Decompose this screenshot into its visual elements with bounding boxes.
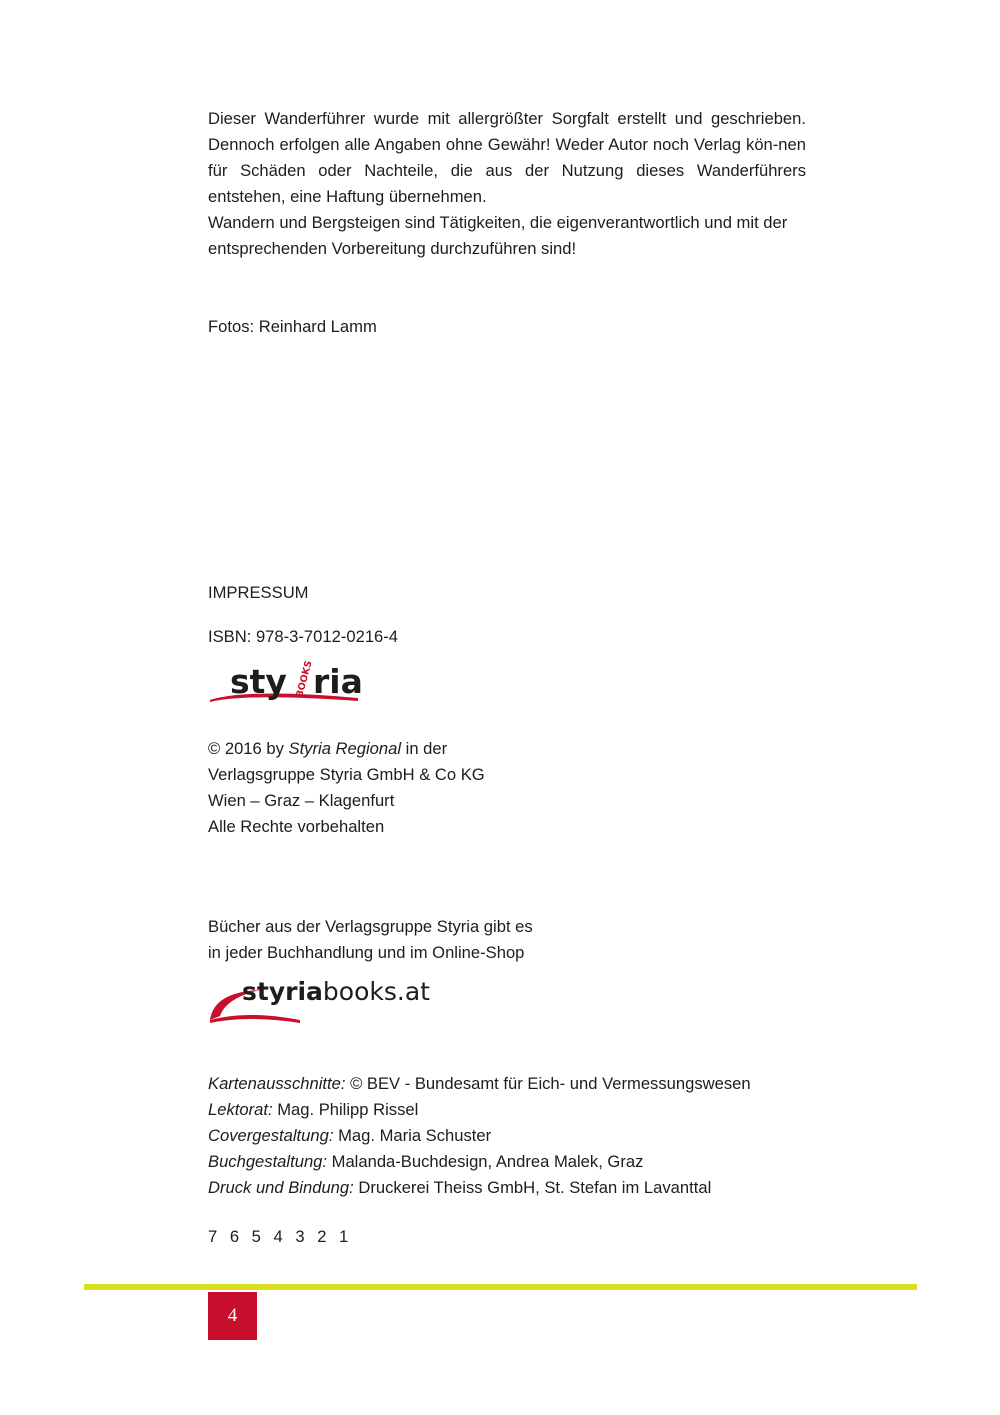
copyright-line-1 [208, 736, 806, 762]
credit-value: Malanda-Buchdesign, Andrea Malek, Graz [327, 1152, 644, 1171]
styria-books-logo [208, 660, 368, 709]
copyright-section [208, 736, 806, 840]
copyright-suffix: in der [401, 739, 448, 758]
styriabooks-at-logo [208, 970, 430, 1031]
print-counter [208, 1224, 806, 1250]
print-counter-text: 7 6 5 4 3 2 1 [208, 1227, 353, 1246]
credit-label: Covergestaltung: [208, 1126, 334, 1145]
styriabooks-at-logo-graphic [208, 970, 430, 1026]
credit-value: Mag. Philipp Rissel [272, 1100, 419, 1119]
impressum-heading: IMPRESSUM [208, 583, 309, 602]
credit-maps [208, 1071, 806, 1097]
shop-line-2: in jeder Buchhandlung und im Online-Shop [208, 943, 525, 962]
shop-section [208, 914, 806, 966]
photo-credit [208, 314, 806, 340]
credit-editing [208, 1097, 806, 1123]
isbn: ISBN: 978-3-7012-0216-4 [208, 627, 399, 646]
impressum-section [208, 580, 806, 650]
page-number: 4 [208, 1292, 257, 1340]
credit-label: Druck und Bindung: [208, 1178, 354, 1197]
footer-rule [84, 1284, 917, 1290]
shop-line-1: Bücher aus der Verlagsgruppe Styria gibt es [208, 917, 533, 936]
copyright-imprint: Styria Regional [288, 739, 402, 758]
logo-text-books: BOOKS [294, 659, 315, 699]
logo-text-ria: ria [313, 662, 363, 701]
credit-cover [208, 1123, 806, 1149]
copyright-prefix: © 2016 by [208, 739, 289, 758]
disclaimer-paragraph-1: Dieser Wanderführer wurde mit allergrößter Sorgfalt erstellt und geschrieben. Dennoch erfolgen alle Angaben ohne Gewähr! Weder Autor noch Verlag kön-nen für Schäden oder Nachteile, die aus der Nutzung dieses Wanderführers entstehen, eine Haftung übernehmen. [208, 109, 806, 206]
styria-books-logo-graphic [208, 660, 368, 704]
copyright-line-4: Alle Rechte vorbehalten [208, 817, 385, 836]
credits-section [208, 1071, 806, 1201]
credit-value: Druckerei Theiss GmbH, St. Stefan im Lavanttal [353, 1178, 712, 1197]
credit-book-design [208, 1149, 806, 1175]
wordmark-books-at: books.at [322, 977, 430, 1006]
wordmark-styria: styria [242, 977, 323, 1006]
credit-value: Mag. Maria Schuster [333, 1126, 492, 1145]
credit-label: Buchgestaltung: [208, 1152, 328, 1171]
photo-credit-text: Fotos: Reinhard Lamm [208, 317, 377, 336]
credit-value: © BEV - Bundesamt für Eich- und Vermessungswesen [345, 1074, 751, 1093]
logo-book-swoosh-bottom [210, 1015, 300, 1023]
credit-label: Lektorat: [208, 1100, 273, 1119]
styriabooks-wordmark [242, 977, 430, 1006]
credit-printing [208, 1175, 806, 1201]
copyright-line-2: Verlagsgruppe Styria GmbH & Co KG [208, 765, 485, 784]
credit-label: Kartenausschnitte: [208, 1074, 346, 1093]
logo-text-sty: sty [230, 662, 287, 701]
disclaimer-paragraph-2: Wandern und Bergsteigen sind Tätigkeiten, die eigenverantwortlich und mit der entsprechenden Vorbereitung durchzuführen sind! [208, 213, 788, 258]
disclaimer-section [208, 106, 806, 262]
copyright-line-3: Wien – Graz – Klagenfurt [208, 791, 395, 810]
